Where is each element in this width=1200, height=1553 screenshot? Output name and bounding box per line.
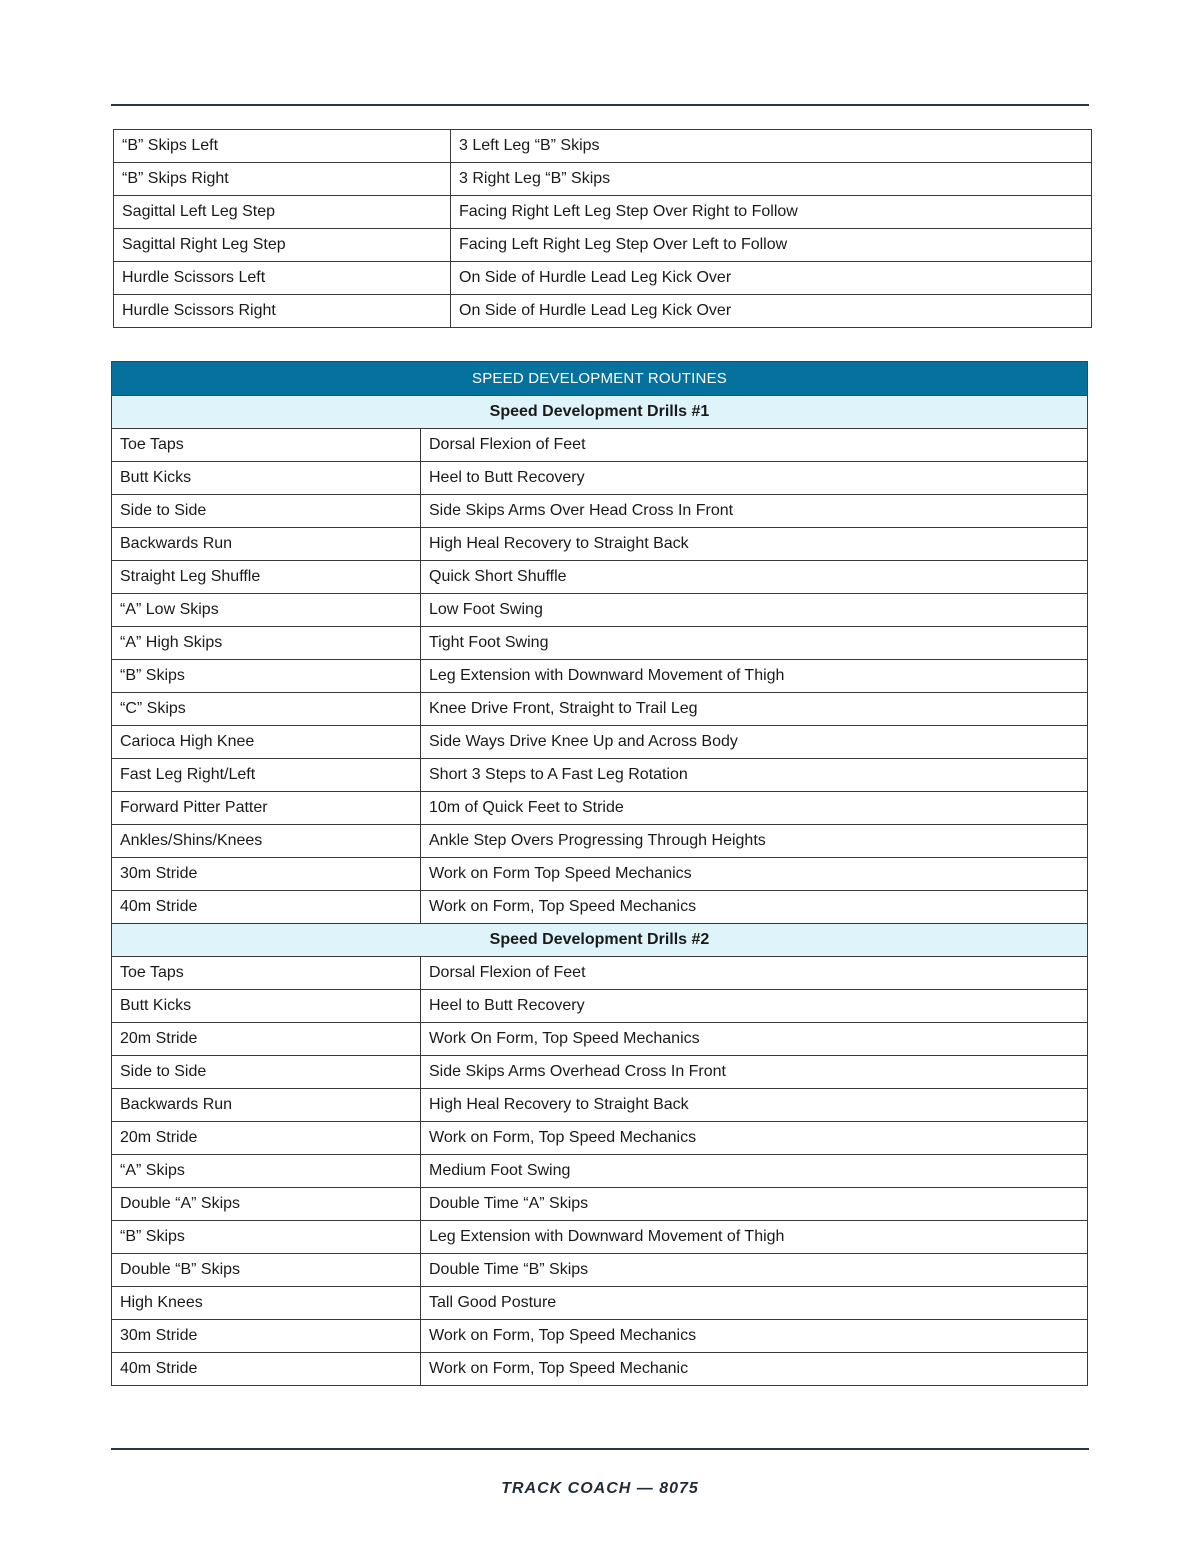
table-title: SPEED DEVELOPMENT ROUTINES <box>112 362 1088 396</box>
drill-description-cell: Dorsal Flexion of Feet <box>421 429 1088 462</box>
table-row <box>112 1056 1088 1089</box>
table-row <box>114 130 1092 163</box>
drill-name-cell: Sagittal Left Leg Step <box>114 196 451 229</box>
table-row <box>112 429 1088 462</box>
drill-name-cell: Carioca High Knee <box>112 726 421 759</box>
table-row <box>112 891 1088 924</box>
table-row <box>112 726 1088 759</box>
table-row <box>112 1221 1088 1254</box>
drill-description-cell: 10m of Quick Feet to Stride <box>421 792 1088 825</box>
drill-name-cell: Straight Leg Shuffle <box>112 561 421 594</box>
drill-description-cell: Work on Form, Top Speed Mechanic <box>421 1353 1088 1386</box>
speed-development-table <box>111 361 1088 1386</box>
section-heading: Speed Development Drills #1 <box>112 396 1088 429</box>
drill-name-cell: Hurdle Scissors Right <box>114 295 451 328</box>
drill-description-cell: Leg Extension with Downward Movement of Thigh <box>421 660 1088 693</box>
drill-description-cell: Work on Form Top Speed Mechanics <box>421 858 1088 891</box>
drill-name-cell: Hurdle Scissors Left <box>114 262 451 295</box>
drill-name-cell: 20m Stride <box>112 1122 421 1155</box>
page-footer: TRACK COACH — 8075 <box>501 1480 699 1497</box>
drill-description-cell: High Heal Recovery to Straight Back <box>421 528 1088 561</box>
table-row <box>114 262 1092 295</box>
drill-description-cell: Facing Right Left Leg Step Over Right to Follow <box>451 196 1092 229</box>
drill-description-cell: Facing Left Right Leg Step Over Left to Follow <box>451 229 1092 262</box>
drill-name-cell: Fast Leg Right/Left <box>112 759 421 792</box>
drill-description-cell: Side Ways Drive Knee Up and Across Body <box>421 726 1088 759</box>
drill-name-cell: “B” Skips Left <box>114 130 451 163</box>
section-heading-row <box>112 396 1088 429</box>
drill-description-cell: Ankle Step Overs Progressing Through Heights <box>421 825 1088 858</box>
table-row <box>112 1320 1088 1353</box>
top-rule <box>111 104 1089 106</box>
section-heading: Speed Development Drills #2 <box>112 924 1088 957</box>
drill-description-cell: Low Foot Swing <box>421 594 1088 627</box>
drill-name-cell: “B” Skips <box>112 1221 421 1254</box>
drill-description-cell: High Heal Recovery to Straight Back <box>421 1089 1088 1122</box>
table-title-row <box>112 362 1088 396</box>
drill-name-cell: Sagittal Right Leg Step <box>114 229 451 262</box>
drill-name-cell: 20m Stride <box>112 1023 421 1056</box>
drill-name-cell: Backwards Run <box>112 528 421 561</box>
drill-name-cell: “A” Skips <box>112 1155 421 1188</box>
table-row <box>114 163 1092 196</box>
drill-description-cell: Leg Extension with Downward Movement of Thigh <box>421 1221 1088 1254</box>
drill-name-cell: Toe Taps <box>112 957 421 990</box>
drill-name-cell: Butt Kicks <box>112 990 421 1023</box>
table-row <box>112 792 1088 825</box>
table-row <box>112 528 1088 561</box>
drill-name-cell: 40m Stride <box>112 891 421 924</box>
table-row <box>114 229 1092 262</box>
drill-description-cell: Short 3 Steps to A Fast Leg Rotation <box>421 759 1088 792</box>
table-row <box>112 990 1088 1023</box>
drills-table-continued <box>113 129 1092 328</box>
drill-description-cell: Side Skips Arms Over Head Cross In Front <box>421 495 1088 528</box>
table-row <box>112 1353 1088 1386</box>
drill-name-cell: Side to Side <box>112 1056 421 1089</box>
drill-name-cell: Backwards Run <box>112 1089 421 1122</box>
drill-name-cell: “A” High Skips <box>112 627 421 660</box>
drill-name-cell: Butt Kicks <box>112 462 421 495</box>
table-row <box>112 1089 1088 1122</box>
drill-name-cell: Toe Taps <box>112 429 421 462</box>
drill-description-cell: 3 Right Leg “B” Skips <box>451 163 1092 196</box>
drill-description-cell: Dorsal Flexion of Feet <box>421 957 1088 990</box>
drill-description-cell: On Side of Hurdle Lead Leg Kick Over <box>451 262 1092 295</box>
drill-name-cell: “B” Skips Right <box>114 163 451 196</box>
drill-description-cell: 3 Left Leg “B” Skips <box>451 130 1092 163</box>
drill-description-cell: Tight Foot Swing <box>421 627 1088 660</box>
table-row <box>114 295 1092 328</box>
drill-name-cell: Forward Pitter Patter <box>112 792 421 825</box>
table-row <box>112 1023 1088 1056</box>
drill-description-cell: Medium Foot Swing <box>421 1155 1088 1188</box>
drill-description-cell: Work On Form, Top Speed Mechanics <box>421 1023 1088 1056</box>
table-row <box>112 957 1088 990</box>
drill-description-cell: Work on Form, Top Speed Mechanics <box>421 891 1088 924</box>
table-row <box>112 462 1088 495</box>
drill-description-cell: Double Time “B” Skips <box>421 1254 1088 1287</box>
drill-description-cell: Heel to Butt Recovery <box>421 990 1088 1023</box>
table-row <box>112 693 1088 726</box>
section-heading-row <box>112 924 1088 957</box>
table-row <box>112 594 1088 627</box>
bottom-rule <box>111 1448 1089 1450</box>
table-row <box>112 1287 1088 1320</box>
drill-description-cell: Quick Short Shuffle <box>421 561 1088 594</box>
drill-description-cell: Knee Drive Front, Straight to Trail Leg <box>421 693 1088 726</box>
drill-name-cell: 30m Stride <box>112 1320 421 1353</box>
table-row <box>114 196 1092 229</box>
table-row <box>112 759 1088 792</box>
table-row <box>112 627 1088 660</box>
table-row <box>112 858 1088 891</box>
drill-description-cell: Double Time “A” Skips <box>421 1188 1088 1221</box>
drill-description-cell: Heel to Butt Recovery <box>421 462 1088 495</box>
drill-name-cell: “B” Skips <box>112 660 421 693</box>
table-row <box>112 561 1088 594</box>
drill-name-cell: “A” Low Skips <box>112 594 421 627</box>
drill-name-cell: Side to Side <box>112 495 421 528</box>
drill-description-cell: Side Skips Arms Overhead Cross In Front <box>421 1056 1088 1089</box>
drill-name-cell: 40m Stride <box>112 1353 421 1386</box>
drill-name-cell: Double “A” Skips <box>112 1188 421 1221</box>
table-row <box>112 1122 1088 1155</box>
drill-name-cell: Ankles/Shins/Knees <box>112 825 421 858</box>
table-row <box>112 660 1088 693</box>
table-row <box>112 1188 1088 1221</box>
drill-description-cell: On Side of Hurdle Lead Leg Kick Over <box>451 295 1092 328</box>
table-row <box>112 495 1088 528</box>
drill-name-cell: “C” Skips <box>112 693 421 726</box>
drill-description-cell: Work on Form, Top Speed Mechanics <box>421 1122 1088 1155</box>
drill-description-cell: Tall Good Posture <box>421 1287 1088 1320</box>
drill-name-cell: High Knees <box>112 1287 421 1320</box>
table-row <box>112 1254 1088 1287</box>
drill-description-cell: Work on Form, Top Speed Mechanics <box>421 1320 1088 1353</box>
table-row <box>112 825 1088 858</box>
drill-name-cell: 30m Stride <box>112 858 421 891</box>
table-row <box>112 1155 1088 1188</box>
drill-name-cell: Double “B” Skips <box>112 1254 421 1287</box>
